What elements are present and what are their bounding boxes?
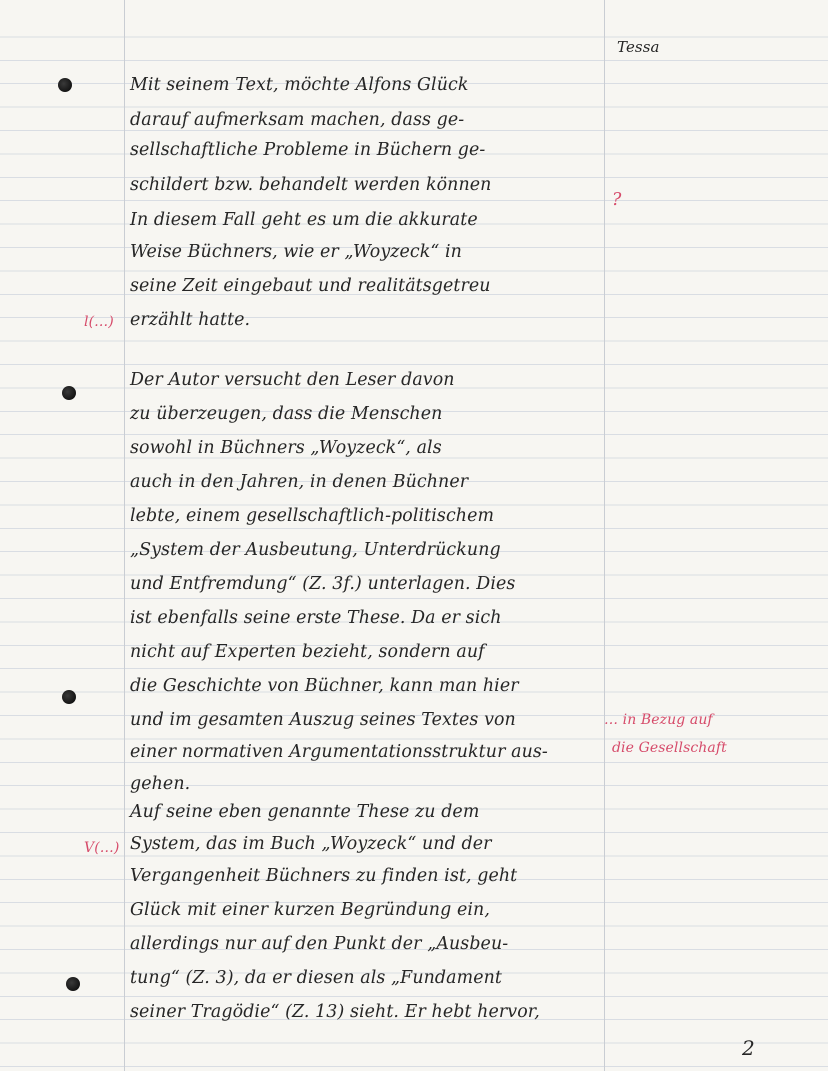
text-line: seine Zeit eingebaut und realitätsgetreu bbox=[130, 276, 491, 296]
text-line: und im gesamten Auszug seines Textes von bbox=[130, 710, 516, 730]
text-line: gehen. bbox=[130, 774, 191, 794]
text-line: Auf seine eben genannte These zu dem bbox=[130, 802, 480, 822]
punch-hole bbox=[58, 78, 72, 92]
page-number: 2 bbox=[742, 1036, 755, 1060]
text-line: Weise Büchners, wie er „Woyzeck“ in bbox=[130, 242, 462, 262]
text-line: Mit seinem Text, möchte Alfons Glück bbox=[130, 75, 469, 95]
text-line: sowohl in Büchners „Woyzeck“, als bbox=[130, 438, 442, 458]
text-line: lebte, einem gesellschaftlich-politischem bbox=[130, 506, 495, 526]
left-margin-line bbox=[124, 0, 125, 1071]
text-line: „System der Ausbeutung, Unterdrückung bbox=[130, 540, 501, 560]
text-line: einer normativen Argumentationsstruktur aus- bbox=[130, 742, 548, 762]
text-line: allerdings nur auf den Punkt der „Ausbeu- bbox=[130, 934, 509, 954]
text-line: Der Autor versucht den Leser davon bbox=[130, 370, 455, 390]
margin-mark: V(…) bbox=[84, 840, 120, 856]
text-line: darauf aufmerksam machen, dass ge- bbox=[130, 110, 465, 130]
punch-hole bbox=[66, 977, 80, 991]
student-name: Tessa bbox=[617, 38, 660, 56]
text-line: die Geschichte von Büchner, kann man hier bbox=[130, 676, 519, 696]
punch-hole bbox=[62, 386, 76, 400]
margin-note: die Gesellschaft bbox=[612, 740, 727, 756]
punch-hole bbox=[62, 690, 76, 704]
text-line: erzählt hatte. bbox=[130, 310, 251, 330]
margin-mark: l(…) bbox=[84, 314, 114, 330]
text-line: ist ebenfalls seine erste These. Da er sich bbox=[130, 608, 502, 628]
text-line: In diesem Fall geht es um die akkurate bbox=[130, 210, 478, 230]
text-line: nicht auf Experten bezieht, sondern auf bbox=[130, 642, 485, 662]
text-line: schildert bzw. behandelt werden können bbox=[130, 175, 492, 195]
text-line: und Entfremdung“ (Z. 3f.) unterlagen. Dies bbox=[130, 574, 516, 594]
question-mark-annotation: ? bbox=[612, 190, 622, 210]
text-line: sellschaftliche Probleme in Büchern ge- bbox=[130, 140, 486, 160]
margin-note: … in Bezug auf bbox=[604, 712, 713, 728]
text-line: System, das im Buch „Woyzeck“ und der bbox=[130, 834, 492, 854]
text-line: seiner Tragödie“ (Z. 13) sieht. Er hebt hervor, bbox=[130, 1002, 540, 1022]
text-line: Glück mit einer kurzen Begründung ein, bbox=[130, 900, 490, 920]
text-line: tung“ (Z. 3), da er diesen als „Fundament bbox=[130, 968, 502, 988]
text-line: zu überzeugen, dass die Menschen bbox=[130, 404, 443, 424]
right-margin-line bbox=[604, 0, 605, 1071]
text-line: auch in den Jahren, in denen Büchner bbox=[130, 472, 469, 492]
text-line: Vergangenheit Büchners zu finden ist, geht bbox=[130, 866, 518, 886]
